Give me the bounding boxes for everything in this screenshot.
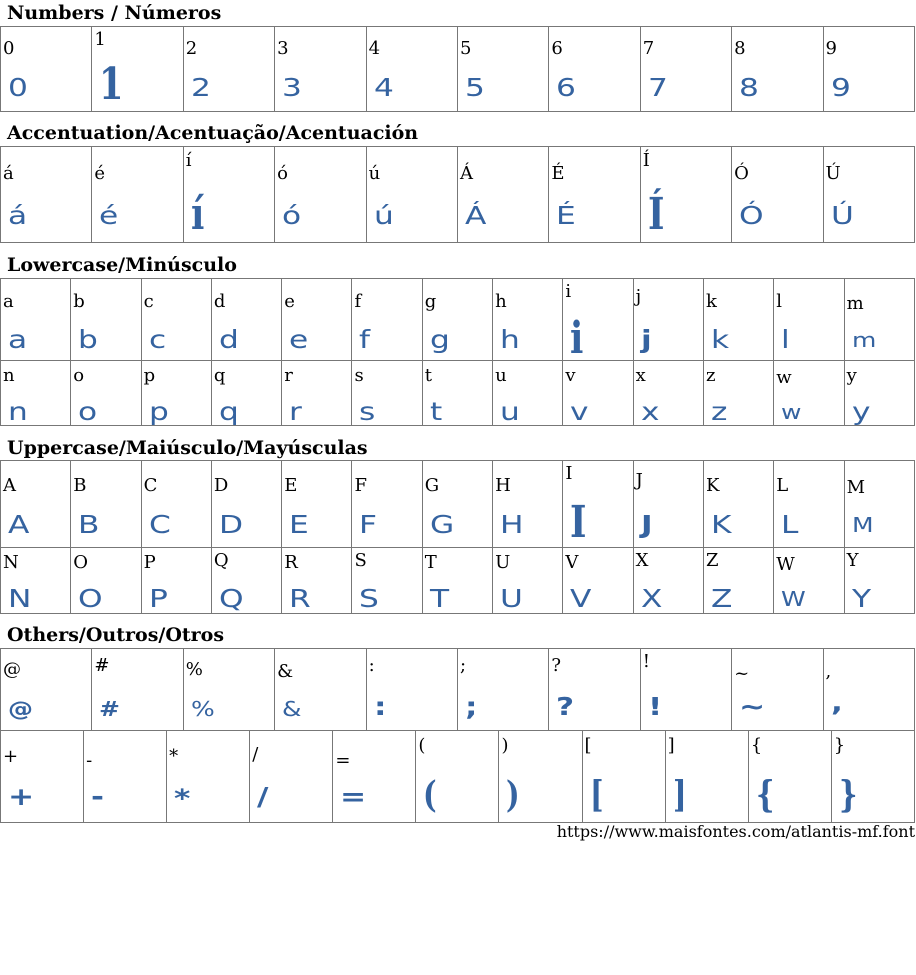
char-cell bbox=[703, 548, 773, 614]
char-glyph: 7 bbox=[647, 73, 668, 102]
char-label: , bbox=[825, 661, 832, 682]
char-cell bbox=[703, 361, 773, 426]
char-glyph: N bbox=[8, 584, 32, 613]
char-cell bbox=[282, 279, 352, 361]
char-label: é bbox=[94, 163, 106, 184]
uppercase-grid bbox=[0, 460, 915, 614]
char-label: @ bbox=[3, 659, 21, 680]
char-glyph: } bbox=[838, 774, 858, 816]
char-cell bbox=[141, 279, 211, 361]
char-cell bbox=[748, 731, 831, 823]
char-cell bbox=[92, 27, 183, 112]
char-label: ! bbox=[642, 651, 650, 672]
char-cell bbox=[211, 279, 281, 361]
char-glyph: v bbox=[570, 397, 589, 426]
char-label: 9 bbox=[825, 38, 837, 59]
char-glyph: z bbox=[710, 397, 728, 426]
char-cell bbox=[282, 548, 352, 614]
char-glyph: r bbox=[289, 397, 303, 426]
char-label: } bbox=[833, 735, 846, 756]
char-cell bbox=[457, 147, 548, 243]
char-label: K bbox=[705, 475, 720, 496]
char-label: U bbox=[495, 552, 511, 573]
char-cell bbox=[1, 147, 92, 243]
char-label: D bbox=[213, 475, 229, 496]
char-label: u bbox=[495, 365, 507, 386]
char-label: Ó bbox=[734, 163, 749, 184]
char-label: g bbox=[424, 291, 437, 312]
char-cell bbox=[366, 649, 457, 731]
char-glyph: ( bbox=[423, 774, 438, 816]
char-glyph: & bbox=[282, 697, 302, 721]
char-label: : bbox=[368, 655, 375, 676]
char-cell bbox=[633, 461, 703, 548]
char-label: J bbox=[635, 470, 643, 491]
char-glyph: S bbox=[359, 584, 380, 613]
char-label: p bbox=[143, 365, 156, 386]
char-glyph: ~ bbox=[739, 692, 766, 721]
char-label: ( bbox=[418, 735, 426, 756]
char-label: ú bbox=[368, 163, 381, 184]
char-label: % bbox=[185, 659, 203, 680]
char-glyph: 5 bbox=[464, 73, 485, 102]
numbers-grid bbox=[0, 26, 915, 112]
char-glyph: V bbox=[570, 584, 592, 613]
char-cell bbox=[549, 27, 640, 112]
char-label: ) bbox=[501, 735, 509, 756]
char-label: r bbox=[284, 365, 293, 386]
char-cell bbox=[732, 147, 823, 243]
char-label: 1 bbox=[94, 29, 106, 50]
char-cell bbox=[422, 461, 492, 548]
char-label: o bbox=[73, 365, 85, 386]
char-glyph: Ú bbox=[830, 201, 854, 230]
char-label: C bbox=[143, 475, 158, 496]
char-label: y bbox=[846, 365, 857, 386]
char-glyph: p bbox=[148, 397, 169, 426]
char-cell bbox=[844, 548, 914, 614]
char-glyph: E bbox=[289, 510, 309, 539]
char-label: T bbox=[424, 552, 437, 573]
char-label: d bbox=[213, 291, 226, 312]
char-cell bbox=[844, 361, 914, 426]
char-cell bbox=[71, 279, 141, 361]
char-cell bbox=[823, 649, 914, 731]
char-glyph: q bbox=[218, 397, 239, 426]
char-cell bbox=[71, 548, 141, 614]
char-cell bbox=[366, 147, 457, 243]
char-label: ] bbox=[667, 735, 675, 756]
char-glyph: í bbox=[190, 189, 205, 240]
char-cell bbox=[582, 731, 665, 823]
char-glyph: f bbox=[359, 325, 371, 354]
char-cell bbox=[499, 731, 582, 823]
char-label: 5 bbox=[459, 38, 472, 59]
char-label: n bbox=[3, 365, 15, 386]
char-glyph: é bbox=[99, 201, 119, 230]
char-glyph: F bbox=[359, 510, 378, 539]
others-grid-1 bbox=[0, 648, 915, 731]
char-label: s bbox=[354, 365, 364, 386]
char-glyph: O bbox=[78, 584, 103, 613]
char-label: i bbox=[565, 281, 572, 302]
char-label: á bbox=[3, 163, 14, 184]
char-glyph: k bbox=[710, 325, 730, 354]
char-glyph: m bbox=[851, 328, 876, 352]
char-glyph: ) bbox=[506, 774, 521, 816]
char-label: + bbox=[3, 746, 19, 767]
char-glyph: e bbox=[289, 325, 309, 354]
char-glyph: x bbox=[640, 397, 660, 426]
char-glyph: = bbox=[340, 782, 367, 811]
char-cell bbox=[416, 731, 499, 823]
char-cell bbox=[844, 461, 914, 548]
char-label: 2 bbox=[185, 38, 198, 59]
char-cell bbox=[1, 461, 71, 548]
char-glyph: 9 bbox=[830, 73, 851, 102]
char-label: ó bbox=[277, 163, 289, 184]
char-cell bbox=[823, 27, 914, 112]
char-cell bbox=[640, 649, 731, 731]
char-glyph: g bbox=[429, 325, 450, 354]
char-label: w bbox=[776, 367, 792, 388]
char-cell bbox=[493, 548, 563, 614]
char-cell bbox=[640, 147, 731, 243]
char-glyph: s bbox=[359, 397, 376, 426]
char-cell bbox=[844, 279, 914, 361]
char-cell bbox=[563, 361, 633, 426]
char-glyph: w bbox=[781, 400, 802, 424]
char-glyph: Á bbox=[464, 201, 487, 230]
char-cell bbox=[422, 361, 492, 426]
char-cell bbox=[563, 548, 633, 614]
char-label: A bbox=[3, 475, 16, 496]
char-glyph: o bbox=[78, 397, 98, 426]
char-label: H bbox=[495, 475, 511, 496]
char-label: b bbox=[73, 291, 85, 312]
char-glyph: n bbox=[8, 397, 28, 426]
char-label: j bbox=[635, 286, 642, 307]
char-label: O bbox=[73, 552, 89, 573]
char-glyph: l bbox=[781, 325, 790, 354]
char-label: I bbox=[565, 463, 573, 484]
char-glyph: T bbox=[429, 584, 449, 613]
char-cell bbox=[774, 461, 844, 548]
char-label: Z bbox=[705, 550, 719, 571]
char-glyph: X bbox=[640, 584, 663, 613]
char-cell bbox=[665, 731, 748, 823]
char-glyph: Y bbox=[851, 584, 871, 613]
char-glyph: 1 bbox=[99, 59, 124, 110]
char-cell bbox=[549, 147, 640, 243]
char-glyph: á bbox=[8, 201, 28, 230]
source-url-link[interactable]: https://www.maisfontes.com/atlantis-mf.font bbox=[556, 822, 915, 841]
section-title-lowercase: Lowercase/Minúsculo bbox=[7, 254, 237, 276]
char-label: z bbox=[705, 365, 716, 386]
char-label: V bbox=[565, 552, 579, 573]
char-glyph: Ó bbox=[739, 201, 764, 230]
char-cell bbox=[493, 361, 563, 426]
char-label: Q bbox=[213, 550, 229, 571]
char-label: e bbox=[284, 291, 295, 312]
char-glyph: ? bbox=[556, 692, 575, 721]
char-glyph: Z bbox=[710, 584, 733, 613]
char-cell bbox=[71, 461, 141, 548]
char-label: ; bbox=[459, 655, 467, 676]
char-glyph: 2 bbox=[190, 73, 211, 102]
char-cell bbox=[1, 731, 84, 823]
char-cell bbox=[333, 731, 416, 823]
char-cell bbox=[71, 361, 141, 426]
char-label: m bbox=[846, 293, 864, 314]
char-label: R bbox=[284, 552, 298, 573]
section-title-accentuation: Accentuation/Acentuação/Acentuación bbox=[7, 122, 419, 144]
char-glyph: { bbox=[755, 774, 775, 816]
char-glyph: c bbox=[148, 325, 166, 354]
char-cell bbox=[774, 548, 844, 614]
char-cell bbox=[366, 27, 457, 112]
char-glyph: J bbox=[640, 510, 653, 539]
char-glyph: Q bbox=[218, 584, 244, 613]
char-glyph: L bbox=[781, 510, 799, 539]
char-label: q bbox=[213, 365, 226, 386]
char-glyph: 0 bbox=[8, 73, 28, 102]
char-cell bbox=[211, 361, 281, 426]
char-cell bbox=[732, 649, 823, 731]
char-cell bbox=[732, 27, 823, 112]
char-cell bbox=[493, 461, 563, 548]
char-label: f bbox=[354, 291, 362, 312]
char-glyph: @ bbox=[8, 697, 33, 721]
char-glyph: [ bbox=[589, 774, 604, 816]
char-label: [ bbox=[584, 735, 592, 756]
char-cell bbox=[823, 147, 914, 243]
char-cell bbox=[141, 461, 211, 548]
char-label: X bbox=[635, 550, 649, 571]
char-label: 6 bbox=[551, 38, 563, 59]
char-cell bbox=[275, 27, 366, 112]
char-cell bbox=[422, 279, 492, 361]
char-cell bbox=[352, 361, 422, 426]
char-glyph: W bbox=[781, 587, 806, 611]
char-cell bbox=[183, 649, 274, 731]
char-cell bbox=[183, 147, 274, 243]
char-glyph: 3 bbox=[282, 73, 303, 102]
char-label: x bbox=[635, 365, 646, 386]
char-glyph: ] bbox=[672, 774, 687, 816]
char-cell bbox=[1, 649, 92, 731]
char-cell bbox=[352, 279, 422, 361]
char-cell bbox=[831, 731, 914, 823]
char-glyph: M bbox=[851, 513, 874, 537]
char-cell bbox=[1, 548, 71, 614]
char-cell bbox=[703, 279, 773, 361]
char-glyph: % bbox=[190, 697, 215, 721]
char-label: B bbox=[73, 475, 87, 496]
char-label: N bbox=[3, 552, 19, 573]
char-glyph: ! bbox=[647, 692, 662, 721]
char-cell bbox=[563, 279, 633, 361]
char-cell bbox=[1, 27, 92, 112]
section-title-uppercase: Uppercase/Maiúsculo/Mayúsculas bbox=[7, 437, 368, 459]
char-label: & bbox=[277, 661, 294, 682]
char-label: G bbox=[424, 475, 440, 496]
char-glyph: , bbox=[830, 688, 843, 717]
char-label: l bbox=[776, 291, 783, 312]
char-cell bbox=[633, 279, 703, 361]
char-glyph: 4 bbox=[373, 73, 394, 102]
char-glyph: h bbox=[500, 325, 520, 354]
char-glyph: a bbox=[8, 325, 28, 354]
char-label: 4 bbox=[368, 38, 381, 59]
char-glyph: D bbox=[218, 510, 243, 539]
char-label: k bbox=[705, 291, 717, 312]
char-glyph: C bbox=[148, 510, 171, 539]
section-title-others: Others/Outros/Otros bbox=[7, 624, 225, 646]
char-cell bbox=[275, 147, 366, 243]
char-label: c bbox=[143, 291, 154, 312]
char-cell bbox=[282, 361, 352, 426]
char-cell bbox=[549, 649, 640, 731]
char-cell bbox=[422, 548, 492, 614]
char-label: Ú bbox=[825, 163, 841, 184]
char-label: / bbox=[252, 744, 259, 765]
char-label: M bbox=[846, 477, 865, 498]
char-cell bbox=[640, 27, 731, 112]
char-glyph: y bbox=[851, 397, 871, 426]
char-cell bbox=[282, 461, 352, 548]
char-cell bbox=[92, 649, 183, 731]
char-cell bbox=[563, 461, 633, 548]
char-cell bbox=[774, 279, 844, 361]
char-cell bbox=[84, 731, 167, 823]
char-glyph: b bbox=[78, 325, 99, 354]
char-glyph: Í bbox=[647, 189, 665, 240]
char-label: v bbox=[565, 365, 576, 386]
char-label: F bbox=[354, 475, 367, 496]
char-label: - bbox=[86, 750, 93, 771]
char-label: ? bbox=[551, 655, 561, 676]
char-glyph: j bbox=[640, 325, 652, 354]
char-cell bbox=[703, 461, 773, 548]
char-label: = bbox=[335, 750, 351, 771]
char-glyph: # bbox=[99, 697, 121, 721]
char-label: 8 bbox=[734, 38, 746, 59]
char-cell bbox=[457, 649, 548, 731]
char-label: É bbox=[551, 163, 565, 184]
lowercase-grid bbox=[0, 278, 915, 426]
char-label: ~ bbox=[734, 663, 750, 684]
char-cell bbox=[92, 147, 183, 243]
char-glyph: K bbox=[710, 510, 732, 539]
char-cell bbox=[633, 548, 703, 614]
char-cell bbox=[211, 548, 281, 614]
char-label: L bbox=[776, 475, 789, 496]
char-label: t bbox=[424, 365, 433, 386]
char-cell bbox=[457, 27, 548, 112]
char-cell bbox=[352, 548, 422, 614]
char-glyph: R bbox=[289, 584, 311, 613]
char-label: 7 bbox=[642, 38, 655, 59]
char-cell bbox=[141, 361, 211, 426]
section-title-numbers: Numbers / Números bbox=[7, 2, 222, 24]
char-cell bbox=[167, 731, 250, 823]
char-glyph: * bbox=[174, 784, 191, 813]
char-label: Y bbox=[846, 550, 859, 571]
char-glyph: P bbox=[148, 584, 168, 613]
char-cell bbox=[1, 361, 71, 426]
char-glyph: G bbox=[429, 510, 454, 539]
char-label: * bbox=[169, 746, 179, 767]
char-label: h bbox=[495, 291, 507, 312]
char-glyph: B bbox=[78, 510, 100, 539]
char-label: a bbox=[3, 291, 14, 312]
char-cell bbox=[633, 361, 703, 426]
char-label: 3 bbox=[277, 38, 289, 59]
char-cell bbox=[352, 461, 422, 548]
char-glyph: 8 bbox=[739, 73, 760, 102]
char-glyph: 6 bbox=[556, 73, 577, 102]
char-label: # bbox=[94, 655, 110, 676]
char-cell bbox=[275, 649, 366, 731]
char-label: í bbox=[185, 150, 192, 171]
char-cell bbox=[774, 361, 844, 426]
char-glyph: ; bbox=[464, 692, 478, 721]
char-cell bbox=[493, 279, 563, 361]
char-label: 0 bbox=[3, 38, 15, 59]
char-cell bbox=[141, 548, 211, 614]
others-grid-2 bbox=[0, 730, 915, 823]
char-label: { bbox=[750, 735, 763, 756]
char-cell bbox=[211, 461, 281, 548]
char-glyph: + bbox=[8, 782, 35, 811]
char-glyph: d bbox=[218, 325, 239, 354]
char-glyph: i bbox=[570, 313, 584, 361]
char-glyph: - bbox=[91, 782, 105, 811]
char-glyph: H bbox=[500, 510, 524, 539]
char-glyph: : bbox=[373, 692, 387, 721]
accentuation-grid bbox=[0, 146, 915, 243]
char-glyph: U bbox=[500, 584, 523, 613]
char-label: P bbox=[143, 552, 156, 573]
char-label: Í bbox=[642, 150, 650, 171]
char-label: Á bbox=[459, 163, 473, 184]
char-label: S bbox=[354, 550, 367, 571]
char-label: E bbox=[284, 475, 298, 496]
char-glyph: ó bbox=[282, 201, 302, 230]
char-cell bbox=[1, 279, 71, 361]
char-glyph: ú bbox=[373, 201, 394, 230]
char-glyph: / bbox=[257, 782, 269, 811]
char-glyph: t bbox=[429, 397, 443, 426]
char-glyph: I bbox=[570, 497, 587, 548]
char-cell bbox=[250, 731, 333, 823]
char-glyph: É bbox=[556, 201, 577, 230]
char-glyph: u bbox=[500, 397, 520, 426]
char-cell bbox=[183, 27, 274, 112]
char-glyph: A bbox=[8, 510, 30, 539]
char-label: W bbox=[776, 554, 795, 575]
